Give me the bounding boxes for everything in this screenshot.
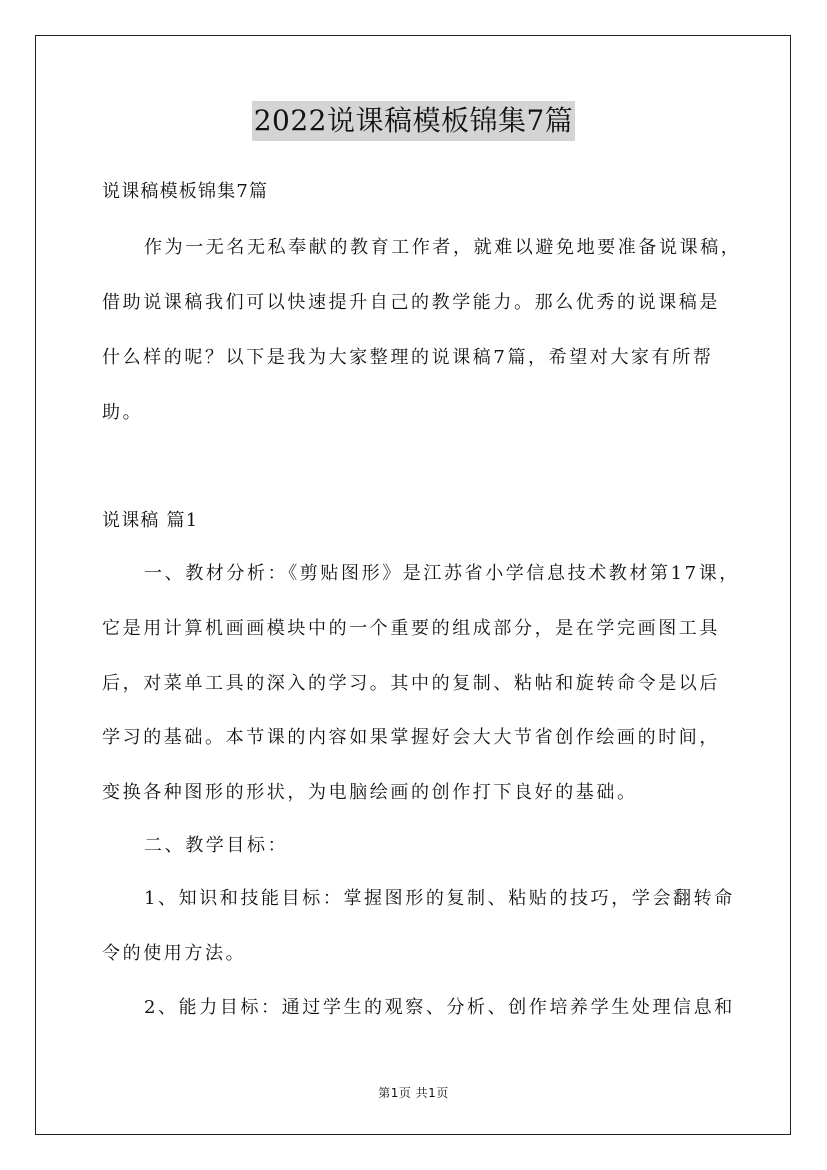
paragraph-line: 一、教材分析：《剪贴图形》是江苏省小学信息技术教材第17课， — [144, 563, 740, 584]
paragraph-line: 助。 — [102, 402, 144, 423]
paragraph-line: 2、能力目标：通过学生的观察、分析、创作培养学生处理信息和 — [144, 997, 735, 1018]
section-heading: 说课稿 篇1 — [102, 510, 199, 531]
paragraph-line: 学习的基础。本节课的内容如果掌握好会大大节省创作绘画的时间， — [102, 727, 720, 748]
paragraph-line: 变换各种图形的形状，为电脑绘画的创作打下良好的基础。 — [102, 782, 638, 803]
paragraph-line: 后，对菜单工具的深入的学习。其中的复制、粘帖和旋转命令是以后 — [102, 673, 720, 694]
title-wrapper — [0, 101, 827, 141]
paragraph-line: 1、知识和技能目标：掌握图形的复制、粘贴的技巧，学会翻转命 — [144, 888, 735, 909]
page-footer: 第1页 共1页 — [378, 1086, 449, 1100]
paragraph-line: 借助说课稿我们可以快速提升自己的教学能力。那么优秀的说课稿是 — [102, 292, 720, 313]
paragraph-line: 作为一无名无私奉献的教育工作者，就难以避免地要准备说课稿， — [144, 237, 742, 258]
paragraph-line: 什么样的呢？以下是我为大家整理的说课稿7篇，希望对大家有所帮 — [102, 347, 714, 368]
document-title: 2022说课稿模板锦集7篇 — [252, 101, 576, 141]
paragraph-line: 二、教学目标： — [144, 835, 289, 856]
paragraph-line: 令的使用方法。 — [102, 943, 247, 964]
paragraph-line: 它是用计算机画画模块中的一个重要的组成部分，是在学完画图工具 — [102, 618, 720, 639]
document-subtitle: 说课稿模板锦集7篇 — [102, 181, 269, 202]
